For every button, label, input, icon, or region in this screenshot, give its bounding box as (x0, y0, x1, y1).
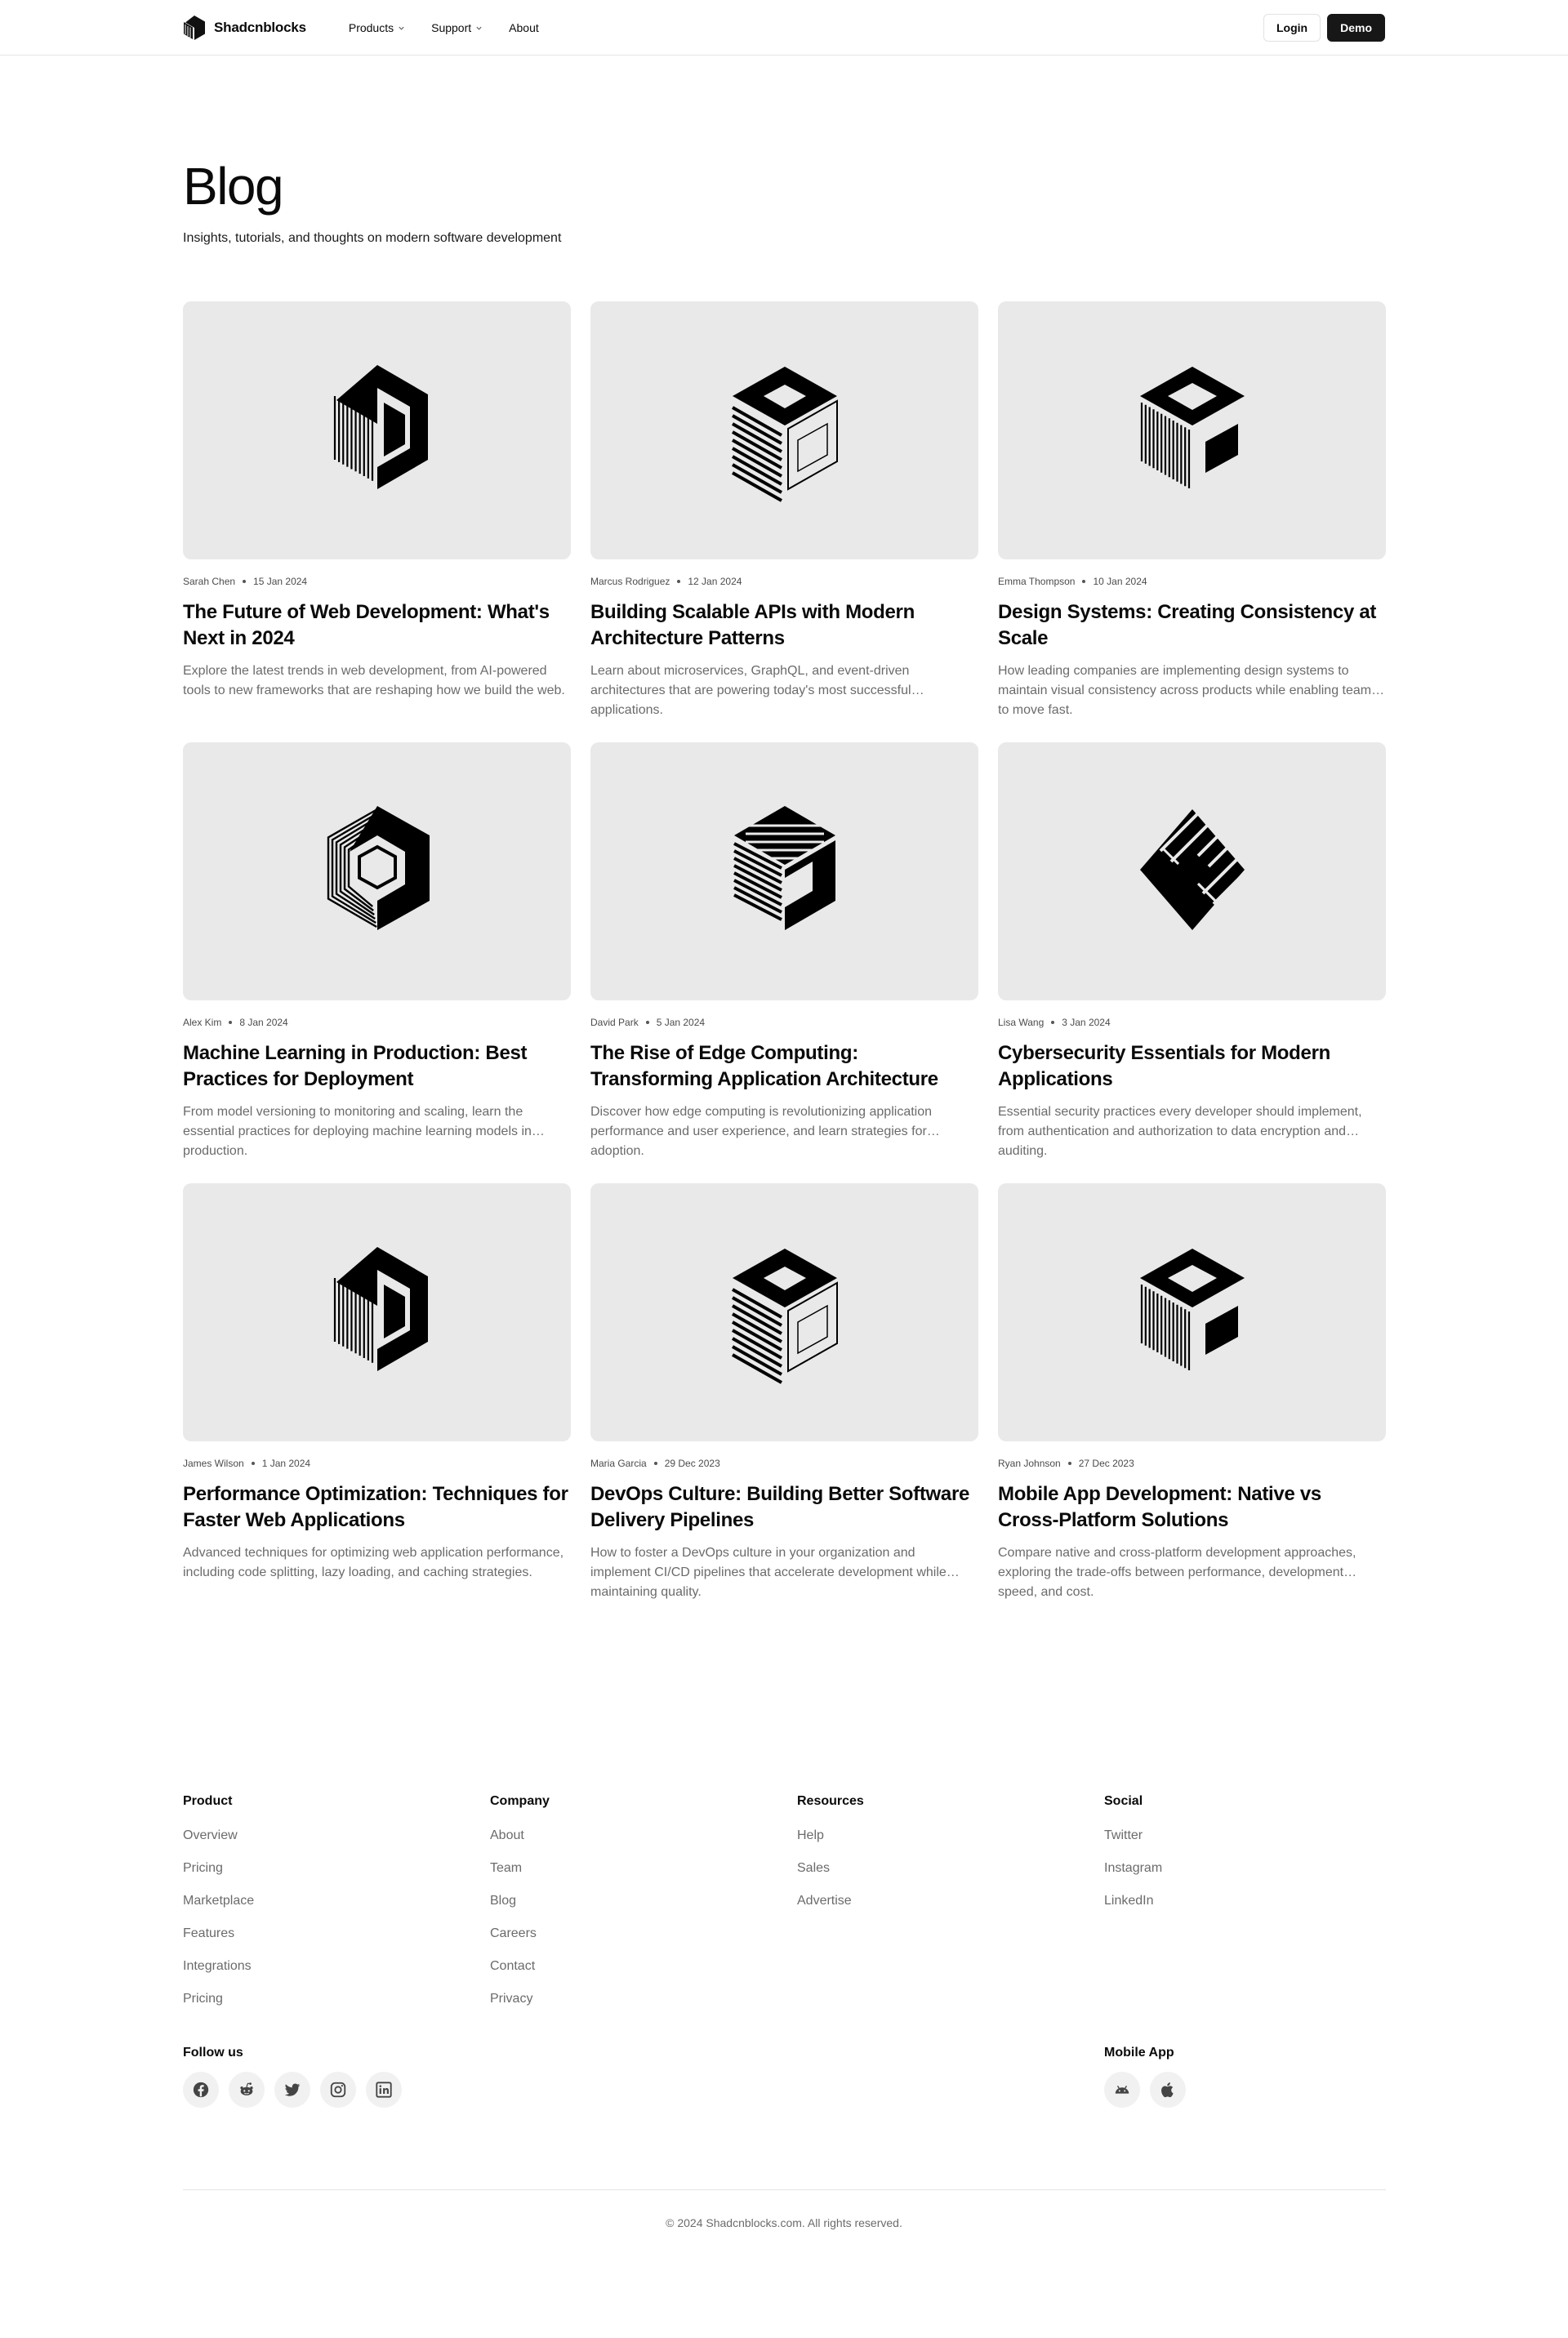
linkedin-icon (375, 2081, 393, 2099)
post-author: James Wilson (183, 1458, 244, 1469)
footer-link-instagram[interactable]: Instagram (1104, 1861, 1163, 1875)
brand-link[interactable] (183, 15, 306, 41)
post-title[interactable]: Cybersecurity Essentials for Modern Applications (998, 1042, 1330, 1090)
footer-link-privacy[interactable]: Privacy (490, 1992, 533, 2006)
cube-logo-striped-left-icon (320, 363, 434, 498)
post-author: Ryan Johnson (998, 1458, 1061, 1469)
post-date: 27 Dec 2023 (1078, 1458, 1134, 1469)
chevron-down-icon (398, 21, 405, 34)
dot-separator-icon (1082, 580, 1085, 583)
post-image[interactable] (590, 1183, 978, 1441)
post-excerpt: Discover how edge computing is revolutionizing application performance and user experience, and learn strategies for adoption. (590, 1105, 933, 1158)
post-title[interactable]: The Rise of Edge Computing: Transforming Application Architecture (590, 1042, 938, 1090)
post-date: 15 Jan 2024 (253, 576, 308, 587)
site-header (0, 0, 1568, 56)
footer-column-title: Product (183, 1794, 233, 1808)
post-image[interactable] (183, 742, 571, 1000)
post-excerpt: From model versioning to monitoring and scaling, learn the essential practices for deploying machine learning models in production. (183, 1105, 532, 1158)
post-image[interactable] (183, 301, 571, 559)
footer-link-overview[interactable]: Overview (183, 1828, 238, 1842)
post-image[interactable] (998, 301, 1386, 559)
footer-link-pricing[interactable]: Pricing (183, 1861, 223, 1875)
post-date: 8 Jan 2024 (239, 1017, 288, 1028)
footer-column-title: Resources (797, 1794, 864, 1808)
post-author: Maria Garcia (590, 1458, 647, 1469)
brand-name: Shadcnblocks (214, 20, 306, 35)
footer-link-twitter[interactable]: Twitter (1104, 1828, 1143, 1842)
post-meta (590, 575, 978, 588)
nav-support[interactable] (431, 21, 483, 34)
brand-logo-icon (183, 15, 206, 41)
post-meta (183, 1457, 571, 1470)
post-date: 12 Jan 2024 (688, 576, 742, 587)
footer-link-marketplace[interactable]: Marketplace (183, 1894, 255, 1908)
footer-link-sales[interactable]: Sales (797, 1861, 831, 1875)
footer-link-advertise[interactable]: Advertise (797, 1894, 852, 1908)
diamond-logo-striped-icon (1135, 804, 1250, 939)
follow-section (183, 2046, 402, 2108)
post-excerpt: Learn about microservices, GraphQL, and event-driven architectures that are powering today's most successful applications. (590, 664, 911, 717)
post-title[interactable]: Performance Optimization: Techniques for Faster Web Applications (183, 1483, 568, 1531)
footer-columns (183, 1794, 1386, 2023)
twitter-button[interactable] (274, 2072, 310, 2108)
nav-label: Support (431, 21, 472, 34)
dot-separator-icon (229, 1021, 232, 1024)
post-author: David Park (590, 1017, 639, 1028)
post-author: Lisa Wang (998, 1017, 1045, 1028)
cube-logo-outline-icon (728, 363, 842, 498)
cube-logo-stacked-icon (728, 804, 842, 939)
post-image[interactable] (998, 1183, 1386, 1441)
facebook-button[interactable] (183, 2072, 219, 2108)
footer-link-contact[interactable]: Contact (490, 1959, 536, 1973)
footer-link-integrations[interactable]: Integrations (183, 1959, 252, 1973)
footer-link-linkedin[interactable]: LinkedIn (1104, 1894, 1154, 1908)
dot-separator-icon (1051, 1021, 1054, 1024)
post-title[interactable]: Mobile App Development: Native vs Cross-Platform Solutions (998, 1483, 1321, 1531)
dot-separator-icon (252, 1462, 255, 1465)
cube-logo-solid-icon (1135, 363, 1250, 498)
nav-products[interactable] (349, 21, 405, 34)
chevron-down-icon (475, 21, 483, 34)
cube-logo-striped-left-icon (320, 1245, 434, 1380)
dot-separator-icon (243, 580, 246, 583)
follow-title: Follow us (183, 2046, 243, 2060)
dot-separator-icon (646, 1021, 649, 1024)
dot-separator-icon (1068, 1462, 1071, 1465)
post-author: Marcus Rodriguez (590, 576, 670, 587)
post-meta (998, 1457, 1386, 1470)
nav-about[interactable] (509, 21, 539, 34)
post-excerpt: How to foster a DevOps culture in your organization and implement CI/CD pipelines that accelerate development while maintaining quality. (590, 1546, 947, 1599)
post-meta (590, 1016, 978, 1029)
footer-link-features[interactable]: Features (183, 1926, 235, 1940)
footer-column-title: Company (490, 1794, 550, 1808)
footer-link-careers[interactable]: Careers (490, 1926, 537, 1940)
post-author: Alex Kim (183, 1017, 222, 1028)
post-date: 10 Jan 2024 (1093, 576, 1147, 587)
instagram-icon (329, 2081, 347, 2099)
footer-link-about[interactable]: About (490, 1828, 524, 1842)
instagram-button[interactable] (320, 2072, 356, 2108)
footer-link-team[interactable]: Team (490, 1861, 523, 1875)
post-excerpt: How leading companies are implementing design systems to maintain visual consistency across products while enabling teams to move fast. (998, 664, 1379, 717)
post-image[interactable] (590, 301, 978, 559)
nav-left (183, 15, 539, 41)
post-title[interactable]: Machine Learning in Production: Best Practices for Deployment (183, 1042, 528, 1090)
post-meta (183, 1016, 571, 1029)
post-excerpt: Explore the latest trends in web development, from AI-powered tools to new frameworks that are reshaping how we build the web. (183, 664, 565, 697)
post-title[interactable]: Design Systems: Creating Consistency at Scale (998, 601, 1377, 649)
post-meta (183, 575, 571, 588)
post-excerpt: Essential security practices every developer should implement, from authentication and authorization to data encryption and auditing. (998, 1105, 1362, 1158)
post-image[interactable] (183, 1183, 571, 1441)
android-icon (1113, 2081, 1131, 2099)
facebook-icon (192, 2081, 210, 2099)
page-subtitle: Insights, tutorials, and thoughts on modern software development (183, 231, 562, 245)
post-meta (998, 1016, 1386, 1029)
android-button[interactable] (1104, 2072, 1140, 2108)
nav-label: About (509, 21, 539, 34)
post-excerpt: Advanced techniques for optimizing web application performance, including code splitting, lazy loading, and caching strategies. (183, 1546, 564, 1579)
dot-separator-icon (677, 580, 680, 583)
post-image[interactable] (590, 742, 978, 1000)
post-title[interactable]: The Future of Web Development: What's Next in 2024 (183, 601, 550, 649)
footer-column-product (183, 1794, 490, 2023)
post-date: 3 Jan 2024 (1062, 1017, 1111, 1028)
mobile-app-section (1104, 2046, 1186, 2108)
post-card[interactable] (998, 301, 1386, 742)
main-nav (349, 21, 539, 34)
cube-logo-outline-icon (728, 1245, 842, 1380)
post-date: 1 Jan 2024 (261, 1458, 311, 1469)
post-meta (998, 575, 1386, 588)
footer-link-help[interactable]: Help (797, 1828, 824, 1842)
follow-icons (183, 2072, 402, 2108)
hexagon-logo-striped-icon (320, 804, 434, 939)
post-card[interactable] (590, 301, 978, 742)
post-date: 5 Jan 2024 (656, 1017, 706, 1028)
nav-actions (1263, 14, 1385, 42)
reddit-button[interactable] (229, 2072, 265, 2108)
posts-grid (183, 301, 1386, 1624)
post-title[interactable]: DevOps Culture: Building Better Software Delivery Pipelines (590, 1483, 970, 1531)
demo-button[interactable]: Demo (1327, 14, 1385, 42)
apple-icon (1159, 2081, 1177, 2099)
post-card[interactable] (183, 1183, 571, 1624)
footer-link-blog[interactable]: Blog (490, 1894, 517, 1908)
post-title[interactable]: Building Scalable APIs with Modern Architecture Patterns (590, 601, 915, 649)
nav-label: Products (348, 21, 394, 34)
post-excerpt: Compare native and cross-platform development approaches, exploring the trade-offs between performance, development speed, and cost. (998, 1546, 1356, 1599)
post-author: Emma Thompson (998, 576, 1076, 587)
apple-button[interactable] (1150, 2072, 1186, 2108)
reddit-icon (238, 2081, 256, 2099)
post-card[interactable] (998, 742, 1386, 1183)
post-card[interactable] (183, 742, 571, 1183)
footer-link-pricing[interactable]: Pricing (183, 1992, 223, 2006)
footer-column-resources (797, 1794, 1104, 2023)
post-author: Sarah Chen (183, 576, 236, 587)
nav-container (183, 0, 1385, 56)
post-card[interactable] (590, 742, 978, 1183)
mobile-title: Mobile App (1104, 2046, 1174, 2060)
footer-column-title: Social (1104, 1794, 1143, 1808)
login-button[interactable]: Login (1263, 14, 1321, 42)
page-title: Blog (183, 157, 283, 216)
mobile-icons (1104, 2072, 1186, 2108)
post-image[interactable] (998, 742, 1386, 1000)
post-meta (590, 1457, 978, 1470)
footer-column-company (490, 1794, 797, 2023)
cube-logo-solid-icon (1135, 1245, 1250, 1380)
post-card[interactable] (590, 1183, 978, 1624)
post-card[interactable] (998, 1183, 1386, 1624)
post-date: 29 Dec 2023 (664, 1458, 720, 1469)
copyright: © 2024 Shadcnblocks.com. All rights reserved. (666, 2216, 902, 2229)
twitter-icon (283, 2081, 301, 2099)
footer-divider (183, 2189, 1386, 2190)
dot-separator-icon (654, 1462, 657, 1465)
linkedin-button[interactable] (366, 2072, 402, 2108)
post-card[interactable] (183, 301, 571, 742)
footer-column-social (1104, 1794, 1386, 2023)
